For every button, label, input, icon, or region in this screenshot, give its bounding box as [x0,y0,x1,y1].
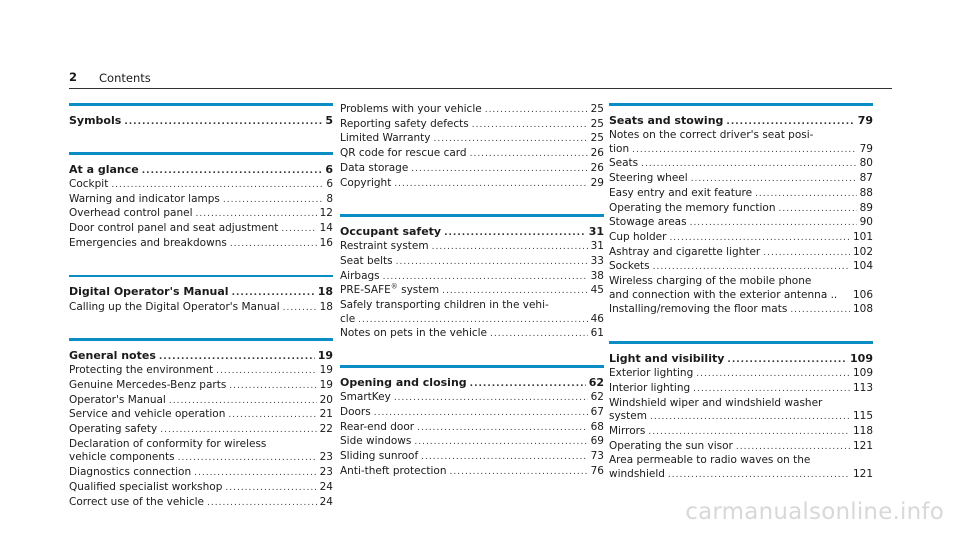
toc-entry[interactable]: and connection with the exterior antenna .. 106 [609,288,873,301]
toc-entry[interactable]: Installing/removing the floor mats ..... 108 [609,303,873,318]
watermark: carmanualsonline.info [685,499,944,525]
section-divider [609,341,873,344]
toc-entry[interactable]: Sliding sunroof ..... 73 [340,450,604,465]
toc-section-light-visibility [609,341,873,483]
toc-entry[interactable]: Steering wheel ..... 87 [609,172,873,187]
section-divider [69,152,333,155]
section-divider [69,103,333,106]
toc-entry[interactable]: Correct use of the vehicle ..... 24 [69,496,333,511]
toc-section-seats-stowing [609,103,873,318]
toc-entry[interactable]: Reporting safety defects ..... 25 [340,118,604,133]
toc-section-symbols [69,103,333,129]
toc-section-digital-manual [69,275,333,316]
toc-entry[interactable]: Seats ..... 80 [609,157,873,172]
section-divider [609,103,873,106]
toc-entry[interactable]: Doors ..... 67 [340,406,604,421]
page-title: Contents [99,71,151,85]
toc-entry[interactable]: Limited Warranty ..... 25 [340,132,604,147]
toc-entry[interactable]: Notes on pets in the vehicle ..... 61 [340,327,604,342]
toc-heading[interactable]: Opening and closing ..... 62 [340,376,604,392]
toc-section-general-notes-cont [340,103,604,191]
toc-entry-line[interactable]: Windshield wiper and windshield washer [609,396,823,409]
toc-heading[interactable]: Light and visibility ..... 109 [609,352,873,368]
toc-entry[interactable]: Protecting the environment ..... 19 [69,364,333,379]
toc-entry[interactable]: Sockets ..... 104 [609,260,873,275]
toc-entry[interactable]: Interior lighting ..... 113 [609,382,873,397]
toc-entry[interactable]: Stowage areas ..... 90 [609,216,873,231]
toc-entry[interactable]: Data storage ..... 26 [340,162,604,177]
section-divider [69,275,333,278]
page-number: 2 [69,70,78,84]
toc-entry[interactable]: tion ..... 79 [609,143,873,158]
toc-entry[interactable]: Airbags ..... 38 [340,270,604,285]
header-rule [69,88,892,89]
toc-section-occupant-safety [340,214,604,342]
toc-entry-line[interactable]: Notes on the correct driver's seat posi- [609,129,814,141]
toc-entry[interactable]: windshield ..... 121 [609,468,873,483]
toc-entry[interactable]: SmartKey ..... 62 [340,391,604,406]
toc-entry[interactable]: Problems with your vehicle ..... 25 [340,103,604,118]
toc-entry[interactable]: Warning and indicator lamps ..... 8 [69,193,333,208]
toc-entry[interactable]: Exterior lighting ..... 109 [609,367,873,382]
toc-entry[interactable]: Cup holder ..... 101 [609,231,873,246]
toc-entry[interactable]: Emergencies and breakdowns ..... 16 [69,237,333,252]
toc-entry[interactable]: Mirrors ..... 118 [609,425,873,440]
toc-entry[interactable]: Anti-theft protection ..... 76 [340,465,604,480]
toc-column-1 [69,103,333,510]
toc-heading[interactable]: Occupant safety ..... 31 [340,225,604,241]
toc-entry[interactable]: Service and vehicle operation ..... 21 [69,408,333,423]
toc-heading[interactable]: Digital Operator's Manual ..... 18 [69,285,333,301]
toc-entry[interactable]: PRE-SAFE® system ..... 45 [340,284,604,299]
section-divider [340,365,604,368]
toc-entry[interactable]: Operating the sun visor ..... 121 [609,440,873,455]
toc-entry[interactable]: Overhead control panel ..... 12 [69,207,333,222]
toc-section-opening-closing [340,365,604,479]
toc-heading[interactable]: At a glance ..... 6 [69,163,333,179]
toc-entry[interactable]: Qualified specialist workshop ..... 24 [69,481,333,496]
toc-entry[interactable]: Restraint system ..... 31 [340,240,604,255]
toc-heading[interactable]: Symbols ..... 5 [69,114,333,130]
toc-entry[interactable]: Operating the memory function ..... 89 [609,202,873,217]
toc-column-2 [340,103,604,479]
section-divider [340,214,604,217]
toc-entry[interactable]: Copyright ..... 29 [340,177,604,192]
toc-entry[interactable]: vehicle components ..... 23 [69,451,333,466]
toc-entry[interactable]: QR code for rescue card ..... 26 [340,147,604,162]
toc-entry[interactable]: Rear-end door ..... 68 [340,421,604,436]
toc-entry[interactable]: Diagnostics connection ..... 23 [69,466,333,481]
toc-entry[interactable]: Operating safety ..... 22 [69,423,333,438]
toc-heading[interactable]: Seats and stowing ..... 79 [609,114,873,130]
toc-entry[interactable]: Cockpit ..... 6 [69,178,333,193]
toc-section-at-a-glance [69,152,333,252]
toc-entry[interactable]: Calling up the Digital Operator's Manual ..... 18 [69,301,333,316]
toc-column-3 [609,103,873,483]
toc-entry-line[interactable]: Wireless charging of the mobile phone [609,275,812,288]
toc-entry[interactable]: Door control panel and seat adjustment ..... 14 [69,222,333,237]
toc-entry[interactable]: Easy entry and exit feature ..... 88 [609,187,873,202]
toc-entry[interactable]: Genuine Mercedes-Benz parts ..... 19 [69,379,333,394]
toc-section-general-notes [69,338,333,510]
section-divider [69,338,333,341]
toc-entry[interactable]: Ashtray and cigarette lighter ..... 102 [609,246,873,261]
toc-heading[interactable]: General notes ..... 19 [69,349,333,365]
toc-entry[interactable]: Seat belts ..... 33 [340,255,604,270]
toc-entry-line[interactable]: Area permeable to radio waves on the [609,454,811,467]
toc-entry[interactable]: Side windows ..... 69 [340,435,604,450]
toc-entry-line[interactable]: Declaration of conformity for wireless [69,437,267,450]
toc-entry-line[interactable]: Safely transporting children in the vehi- [340,299,549,312]
toc-entry[interactable]: system ..... 115 [609,410,873,425]
toc-entry[interactable]: cle ..... 46 [340,313,604,328]
toc-entry[interactable]: Operator's Manual ..... 20 [69,394,333,409]
